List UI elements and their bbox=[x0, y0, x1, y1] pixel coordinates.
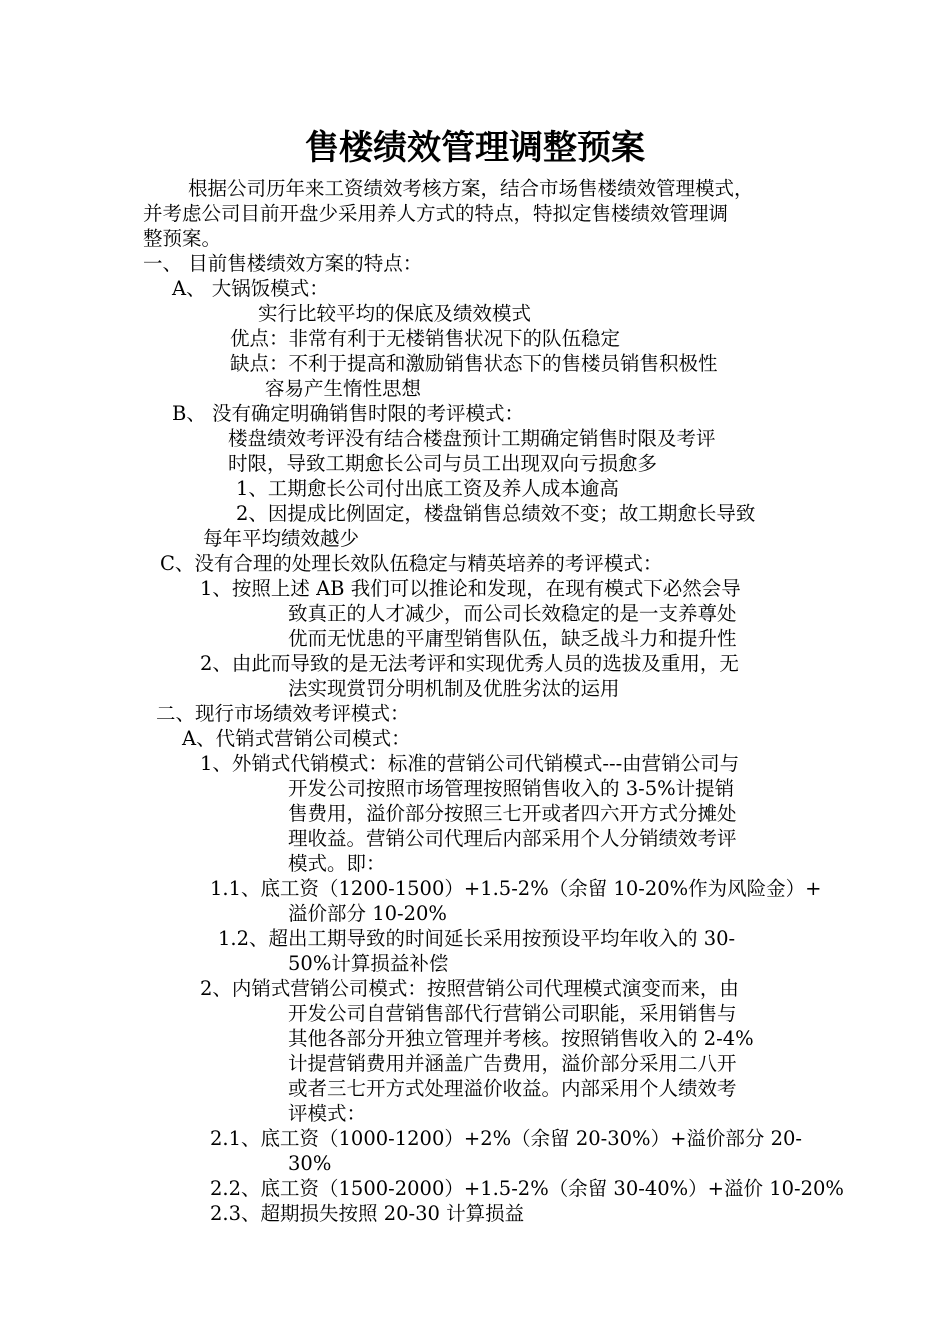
item-b-line-1: 楼盘绩效考评没有结合楼盘预计工期确定销售时限及考评 bbox=[228, 427, 716, 450]
two-b-line-9: 2.2、底工资（1500-2000）+1.5-2%（余留 30-40%）+溢价 10-20% bbox=[210, 1177, 844, 1200]
two-a-line-5: 模式。即： bbox=[288, 852, 386, 875]
item-b-line-2: 时限，导致工期愈长公司与员工出现双向亏损愈多 bbox=[228, 452, 658, 475]
intro-line-2: 并考虑公司目前开盘少采用养人方式的特点，特拟定售楼绩效管理调 bbox=[143, 202, 729, 225]
two-b-line-1: 2、内销式营销公司模式：按照营销公司代理模式演变而来，由 bbox=[200, 977, 739, 1000]
item-c-line-1: 1、按照上述 AB 我们可以推论和发现，在现有模式下必然会导 bbox=[200, 577, 741, 600]
item-c-line-5: 法实现赏罚分明机制及优胜劣汰的运用 bbox=[288, 677, 620, 700]
two-a-line-2: 开发公司按照市场管理按照销售收入的 3-5%计提销 bbox=[288, 777, 735, 800]
item-b-line-4: 2、因提成比例固定，楼盘销售总绩效不变；故工期愈长导致 bbox=[236, 502, 756, 525]
two-a-line-3: 售费用，溢价部分按照三七开或者四六开方式分摊处 bbox=[288, 802, 737, 825]
intro-line-1: 根据公司历年来工资绩效考核方案，结合市场售楼绩效管理模式， bbox=[188, 177, 754, 200]
two-b-line-3: 其他各部分开独立管理并考核。按照销售收入的 2-4% bbox=[288, 1027, 754, 1050]
two-a-line-1: 1、外销式代销模式：标准的营销公司代销模式---由营销公司与 bbox=[200, 752, 740, 775]
section-one-heading: 一、 目前售楼绩效方案的特点： bbox=[143, 252, 423, 275]
section-two-heading: 二、现行市场绩效考评模式： bbox=[156, 702, 410, 725]
two-b-line-2: 开发公司自营销售部代行营销公司职能，采用销售与 bbox=[288, 1002, 737, 1025]
intro-line-3: 整预案。 bbox=[143, 227, 222, 250]
item-a-heading: A、 大锅饭模式： bbox=[172, 277, 329, 300]
item-a-line-1: 实行比较平均的保底及绩效模式 bbox=[258, 302, 532, 325]
item-c-line-3: 优而无忧患的平庸型销售队伍，缺乏战斗力和提升性 bbox=[288, 627, 737, 650]
two-b-line-10: 2.3、超期损失按照 20-30 计算损益 bbox=[210, 1202, 525, 1225]
two-a-line-4: 理收益。营销公司代理后内部采用个人分销绩效考评 bbox=[288, 827, 737, 850]
item-c-heading: C、没有合理的处理长效队伍稳定与精英培养的考评模式： bbox=[160, 552, 663, 575]
item-a-line-2: 优点：非常有利于无楼销售状况下的队伍稳定 bbox=[230, 327, 621, 350]
two-b-line-7: 2.1、底工资（1000-1200）+2%（余留 20-30%）+溢价部分 20- bbox=[210, 1127, 803, 1150]
item-b-heading: B、 没有确定明确销售时限的考评模式： bbox=[172, 402, 525, 425]
item-c-line-4: 2、由此而导致的是无法考评和实现优秀人员的选拔及重用，无 bbox=[200, 652, 739, 675]
two-a-line-9: 50%计算损益补偿 bbox=[288, 952, 449, 975]
two-b-line-4: 计提营销费用并涵盖广告费用，溢价部分采用二八开 bbox=[288, 1052, 737, 1075]
two-b-line-8: 30% bbox=[288, 1152, 332, 1175]
item-a-line-3: 缺点：不利于提高和激励销售状态下的售楼员销售积极性 bbox=[230, 352, 718, 375]
two-a-line-7: 溢价部分 10-20% bbox=[288, 902, 447, 925]
two-b-line-6: 评模式： bbox=[288, 1102, 367, 1125]
document-title: 售楼绩效管理调整预案 bbox=[305, 128, 645, 168]
item-a-line-4: 容易产生惰性思想 bbox=[265, 377, 422, 400]
two-a-line-8: 1.2、超出工期导致的时间延长采用按预设平均年收入的 30- bbox=[218, 927, 736, 950]
two-a-line-6: 1.1、底工资（1200-1500）+1.5-2%（余留 10-20%作为风险金）+ bbox=[210, 877, 822, 900]
two-b-line-5: 或者三七开方式处理溢价收益。内部采用个人绩效考 bbox=[288, 1077, 737, 1100]
item-c-line-2: 致真正的人才减少，而公司长效稳定的是一支养尊处 bbox=[288, 602, 737, 625]
item-b-line-5: 每年平均绩效越少 bbox=[203, 527, 360, 550]
item-b-line-3: 1、工期愈长公司付出底工资及养人成本逾高 bbox=[236, 477, 619, 500]
section-two-a-heading: A、代销式营销公司模式： bbox=[182, 727, 411, 750]
